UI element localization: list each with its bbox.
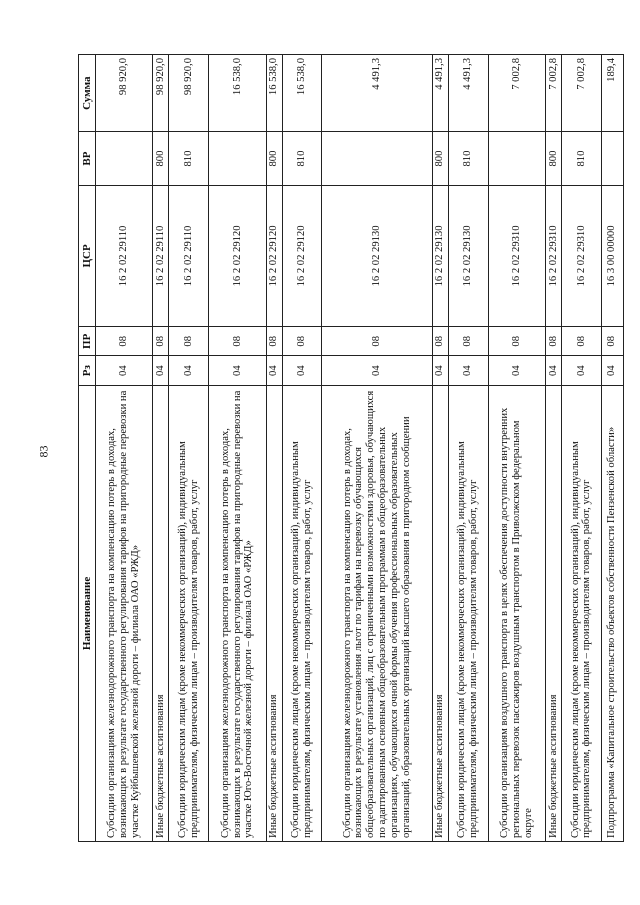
header-vr: ВР (79, 132, 96, 185)
cell-name: Иные бюджетные ассигнования (432, 385, 448, 841)
cell-sum: 7 002,8 (546, 55, 562, 132)
cell-csr: 16 2 02 29120 (282, 185, 322, 326)
cell-pr: 08 (209, 327, 266, 356)
cell-rz: 04 (322, 356, 432, 385)
table-row (209, 55, 266, 842)
cell-vr: 800 (546, 132, 562, 185)
cell-csr: 16 2 02 29310 (488, 185, 545, 326)
cell-vr (209, 132, 266, 185)
cell-sum: 16 538,0 (266, 55, 282, 132)
cell-pr: 08 (601, 327, 623, 356)
cell-rz: 04 (448, 356, 488, 385)
header-name: Наименование (79, 385, 96, 841)
cell-name: Иные бюджетные ассигнования (266, 385, 282, 841)
table-header-row (79, 55, 96, 842)
cell-vr (96, 132, 153, 185)
cell-sum: 4 491,3 (432, 55, 448, 132)
table-row (546, 55, 562, 842)
cell-csr: 16 2 02 29130 (448, 185, 488, 326)
cell-rz: 04 (488, 356, 545, 385)
cell-pr: 08 (169, 327, 209, 356)
cell-sum: 98 920,0 (96, 55, 153, 132)
cell-vr: 800 (266, 132, 282, 185)
cell-name: Субсидии юридическим лицам (кроме некоммерческих организаций), индивидуальным предпринимателям, физическим лицам – производителям товаров, работ, услуг (448, 385, 488, 841)
cell-pr: 08 (153, 327, 169, 356)
table-row (432, 55, 448, 842)
cell-name: Подпрограмма «Капитальное строительство объектов собственности Пензенской области» (601, 385, 623, 841)
cell-pr: 08 (562, 327, 602, 356)
table-row (169, 55, 209, 842)
cell-vr (488, 132, 545, 185)
cell-rz: 04 (266, 356, 282, 385)
cell-csr: 16 3 00 00000 (601, 185, 623, 326)
cell-pr: 08 (96, 327, 153, 356)
cell-vr: 800 (432, 132, 448, 185)
cell-pr: 08 (266, 327, 282, 356)
cell-rz: 04 (432, 356, 448, 385)
page-number: 83 (36, 445, 51, 458)
cell-name: Субсидии юридическим лицам (кроме некоммерческих организаций), индивидуальным предпринимателям, физическим лицам – производителям товаров, работ, услуг (169, 385, 209, 841)
rotated-table-wrapper (78, 54, 624, 842)
cell-csr: 16 2 02 29130 (432, 185, 448, 326)
table-row (601, 55, 623, 842)
cell-name: Субсидии юридическим лицам (кроме некоммерческих организаций), индивидуальным предпринимателям, физическим лицам – производителям товаров, работ, услуг (562, 385, 602, 841)
cell-pr: 08 (322, 327, 432, 356)
table-row (282, 55, 322, 842)
cell-rz: 04 (546, 356, 562, 385)
header-pr: ПР (79, 327, 96, 356)
cell-vr: 810 (169, 132, 209, 185)
header-csr: ЦСР (79, 185, 96, 326)
cell-sum: 4 491,3 (448, 55, 488, 132)
table-row (96, 55, 153, 842)
cell-csr: 16 2 02 29120 (266, 185, 282, 326)
cell-name: Субсидии организациям железнодорожного транспорта на компенсацию потерь в доходах, возникающих в результате государственного регулирования тарифов на пригородные перевозки на участке Юго-Восточной железной дороги – филиала ОАО «РЖД» (209, 385, 266, 841)
table-row (322, 55, 432, 842)
header-rz: Рз (79, 356, 96, 385)
cell-vr: 810 (282, 132, 322, 185)
cell-name: Иные бюджетные ассигнования (153, 385, 169, 841)
cell-name: Субсидии организациям железнодорожного транспорта на компенсацию потерь в доходах, возникающих в результате установления льгот по тарифам на перевозку обучающихся общеобразовательных организаций, лиц с ограниченными возможностями здоровья, обучающихся по адаптированным основным общеобразовательным программам в общеобразовательных организациях, обучающихся очной формы обучения профессиональных образовательных организаций, образовательных организаций высшего образования в пригородном сообщении (322, 385, 432, 841)
cell-rz: 04 (153, 356, 169, 385)
cell-sum: 189,4 (601, 55, 623, 132)
cell-rz: 04 (169, 356, 209, 385)
cell-rz: 04 (601, 356, 623, 385)
cell-sum: 98 920,0 (169, 55, 209, 132)
table-row (488, 55, 545, 842)
table-row (153, 55, 169, 842)
cell-rz: 04 (282, 356, 322, 385)
cell-pr: 08 (282, 327, 322, 356)
cell-csr: 16 2 02 29310 (562, 185, 602, 326)
cell-sum: 16 538,0 (282, 55, 322, 132)
table-row (448, 55, 488, 842)
cell-vr (322, 132, 432, 185)
cell-rz: 04 (96, 356, 153, 385)
cell-sum: 7 002,8 (488, 55, 545, 132)
cell-name: Иные бюджетные ассигнования (546, 385, 562, 841)
cell-rz: 04 (209, 356, 266, 385)
cell-csr: 16 2 02 29130 (322, 185, 432, 326)
cell-vr: 810 (562, 132, 602, 185)
cell-pr: 08 (432, 327, 448, 356)
cell-vr: 800 (153, 132, 169, 185)
cell-sum: 98 920,0 (153, 55, 169, 132)
cell-vr (601, 132, 623, 185)
cell-sum: 4 491,3 (322, 55, 432, 132)
table-row (266, 55, 282, 842)
cell-name: Субсидии организациям железнодорожного транспорта на компенсацию потерь в доходах, возникающих в результате государственного регулирования тарифов на пригородные перевозки на участке Куйбышевской железной дороги – филиала ОАО «РЖД» (96, 385, 153, 841)
cell-csr: 16 2 02 29110 (153, 185, 169, 326)
cell-csr: 16 2 02 29310 (546, 185, 562, 326)
cell-sum: 7 002,8 (562, 55, 602, 132)
header-sum: Сумма (79, 55, 96, 132)
cell-pr: 08 (488, 327, 545, 356)
cell-pr: 08 (546, 327, 562, 356)
cell-csr: 16 2 02 29110 (96, 185, 153, 326)
cell-rz: 04 (562, 356, 602, 385)
cell-name: Субсидии организациям воздушного транспорта в целях обеспечения доступности внутренних региональных перевозок пассажиров воздушным транспортом в Приволжском федеральном округе (488, 385, 545, 841)
cell-csr: 16 2 02 29110 (169, 185, 209, 326)
cell-name: Субсидии юридическим лицам (кроме некоммерческих организаций), индивидуальным предпринимателям, физическим лицам – производителям товаров, работ, услуг (282, 385, 322, 841)
budget-table (78, 54, 624, 842)
cell-pr: 08 (448, 327, 488, 356)
cell-csr: 16 2 02 29120 (209, 185, 266, 326)
cell-sum: 16 538,0 (209, 55, 266, 132)
table-row (562, 55, 602, 842)
cell-vr: 810 (448, 132, 488, 185)
